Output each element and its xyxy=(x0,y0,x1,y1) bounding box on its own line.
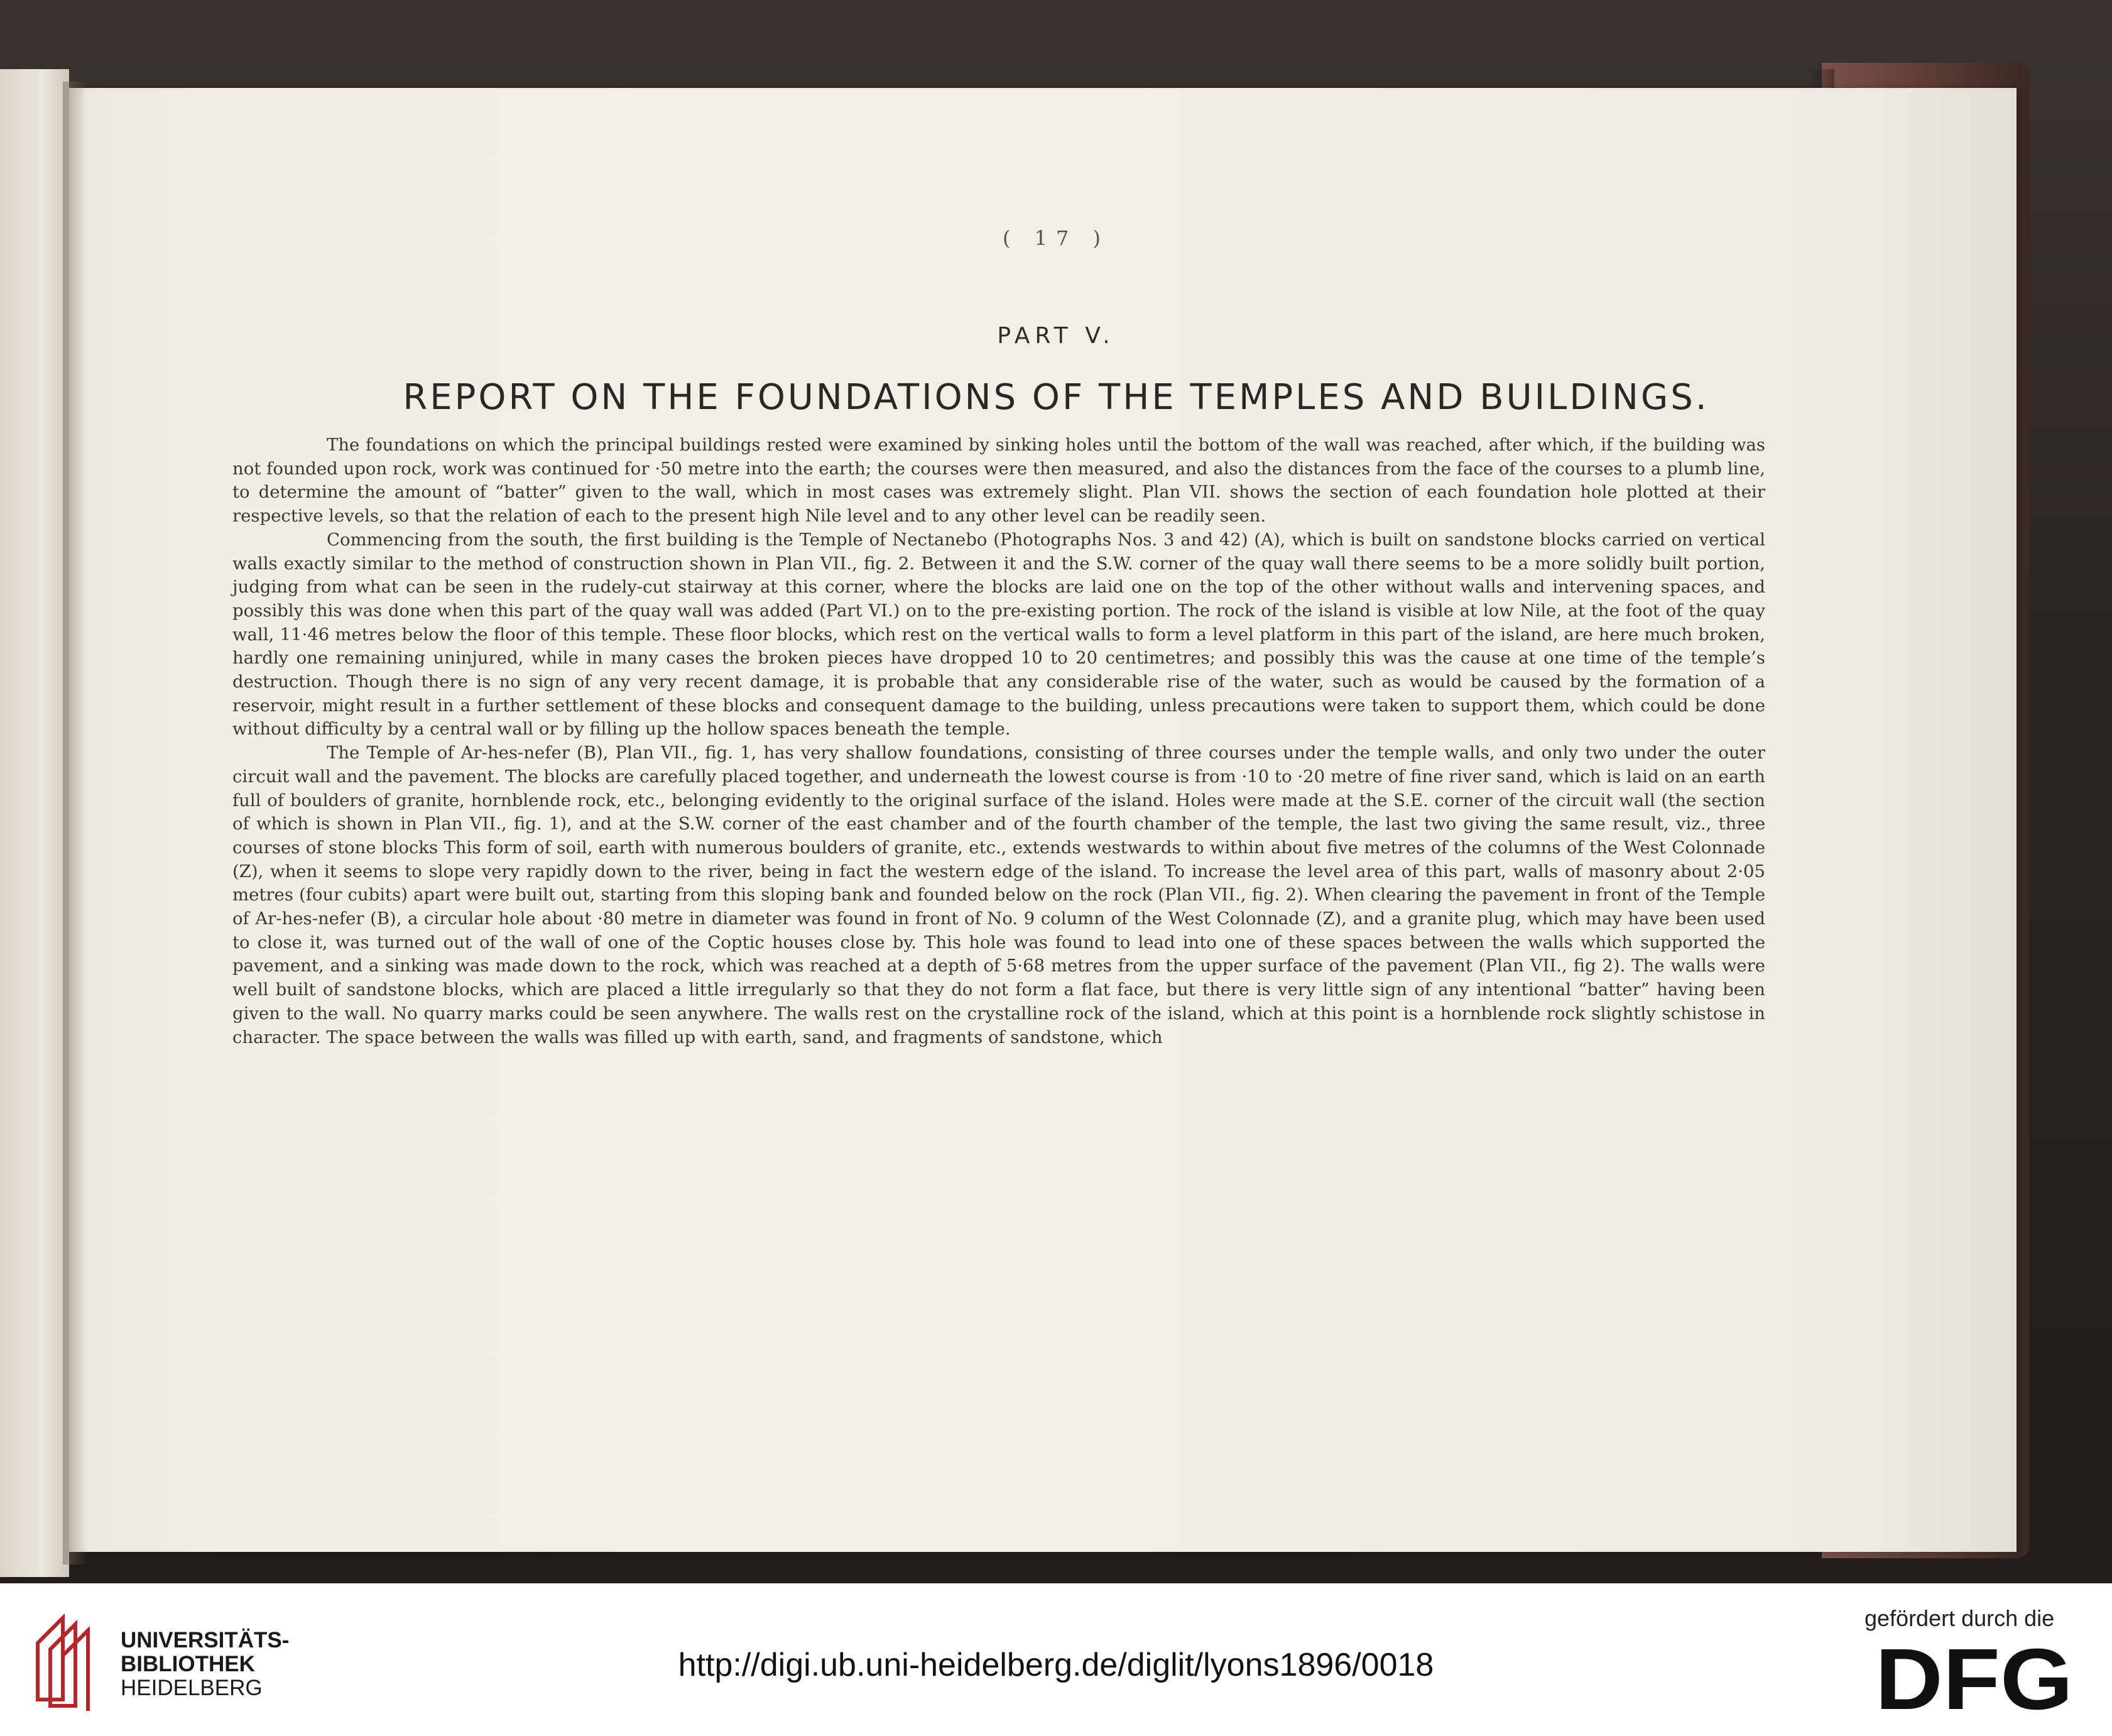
library-line-1: UNIVERSITÄTS- xyxy=(121,1628,290,1652)
body-text xyxy=(232,434,1765,1049)
library-line-3: HEIDELBERG xyxy=(121,1676,263,1700)
left-page-stack xyxy=(0,69,69,1577)
paragraph-3: The Temple of Ar-hes-nefer (B), Plan VII., fig. 1, has very shallow foundations, consisting of three courses under the temple walls, and only two under the outer circuit wall and the pavement. The blocks are carefully placed together, and underneath the lowest course is from ·10 to ·20 metre of fine river sand, which is laid on an earth full of boulders of granite, hornblende rock, etc., belonging evidently to the original surface of the island. Holes were made at the S.E. corner of the circuit wall (the section of which is shown in Plan VII., fig. 1), and at the S.W. corner of the east chamber and of the fourth chamber of the temple, the last two giving the same result, viz., three courses of stone blocks This form of soil, earth with numerous boulders of granite, etc., extends westwards to within about five metres of the columns of the West Colonnade (Z), when it seems to slope very rapidly down to the river, being in fact the western edge of the island. To increase the level area of this part, walls of masonry about 2·05 metres (four cubits) apart were built out, starting from this sloping bank and founded below on the rock (Plan VII., fig. 2). When clearing the pavement in front of the Temple of Ar-hes-nefer (B), a circular hole about ·80 metre in diameter was found in front of No. 9 column of the West Colonnade (Z), and a granite plug, which may have been used to close it, was turned out of the wall of one of the Coptic houses close by. This hole was found to lead into one of these spaces between the walls which supported the pavement, and a sinking was made down to the rock, which was reached at a depth of 5·68 metres from the upper surface of the pavement (Plan VII., fig 2). The walls were well built of sandstone blocks, which are placed a little irregularly so that they do not form a flat face, but there is very little sign of any intentional “batter” having been given to the wall. No quarry marks could be seen anywhere. The walls rest on the crystalline rock of the island, which at this point is a hornblende rock slightly schistose in character. The space between the walls was filled up with earth, sand, and fragments of sandstone, which xyxy=(232,743,1765,1047)
dfg-logo[interactable] xyxy=(1875,1641,2076,1717)
document-url-link[interactable]: http://digi.ub.uni-heidelberg.de/diglit/lyons1896/0018 xyxy=(678,1647,1434,1683)
page-gutter-shadow xyxy=(63,82,88,1564)
part-heading: PART V. xyxy=(997,323,1115,349)
funded-by-label: gefördert durch die xyxy=(1864,1605,2055,1631)
library-line-2: BIBLIOTHEK xyxy=(121,1652,255,1676)
paragraph-2: Commencing from the south, the first building is the Temple of Nectanebo (Photographs Nos. 3 and 42) (A), which is built on sandstone blocks carried on vertical walls exactly similar to the method of construction shown in Plan VII., fig. 2. Between it and the S.W. corner of the quay wall there seems to be a more solidly built portion, judging from what can be seen in the rudely-cut stairway at this corner, where the blocks are laid one on the top of the other without walls and intervening spaces, and possibly this was done when this part of the quay wall was added (Part VI.) on to the pre-existing portion. The rock of the island is visible at low Nile, at the foot of the quay wall, 11·46 metres below the floor of this temple. These floor blocks, which rest on the vertical walls to form a level platform in this part of the island, are here much broken, hardly one remaining uninjured, while in many cases the broken pieces have dropped 10 to 20 centimetres; and possibly this was the cause at one time of the temple’s destruction. Though there is no sign of any very recent damage, it is probable that any considerable rise of the water, such as would be caused by the formation of a reservoir, might result in a further settlement of these blocks and consequent damage to the building, unless precautions were taken to support them, which could be done without difficulty by a central wall or by filling up the hollow spaces beneath the temple. xyxy=(232,529,1765,740)
dfg-logo-text: DFG xyxy=(1875,1641,2073,1717)
report-title: REPORT ON THE FOUNDATIONS OF THE TEMPLES AND BUILDINGS. xyxy=(403,377,1709,418)
paragraph-1: The foundations on which the principal buildings rested were examined by sinking holes until the bottom of the wall was reached, after which, if the building was not founded upon rock, work was continued for ·50 metre into the earth; the courses were then measured, and also the distances from the face of the courses to a plumb line, to determine the amount of “batter” given to the wall, which in most cases was extremely slight. Plan VII. shows the section of each foundation hole plotted at their respective levels, so that the relation of each to the present high Nile level and to any other level can be readily seen. xyxy=(232,435,1765,527)
page-number: ( 17 ) xyxy=(1002,226,1110,250)
